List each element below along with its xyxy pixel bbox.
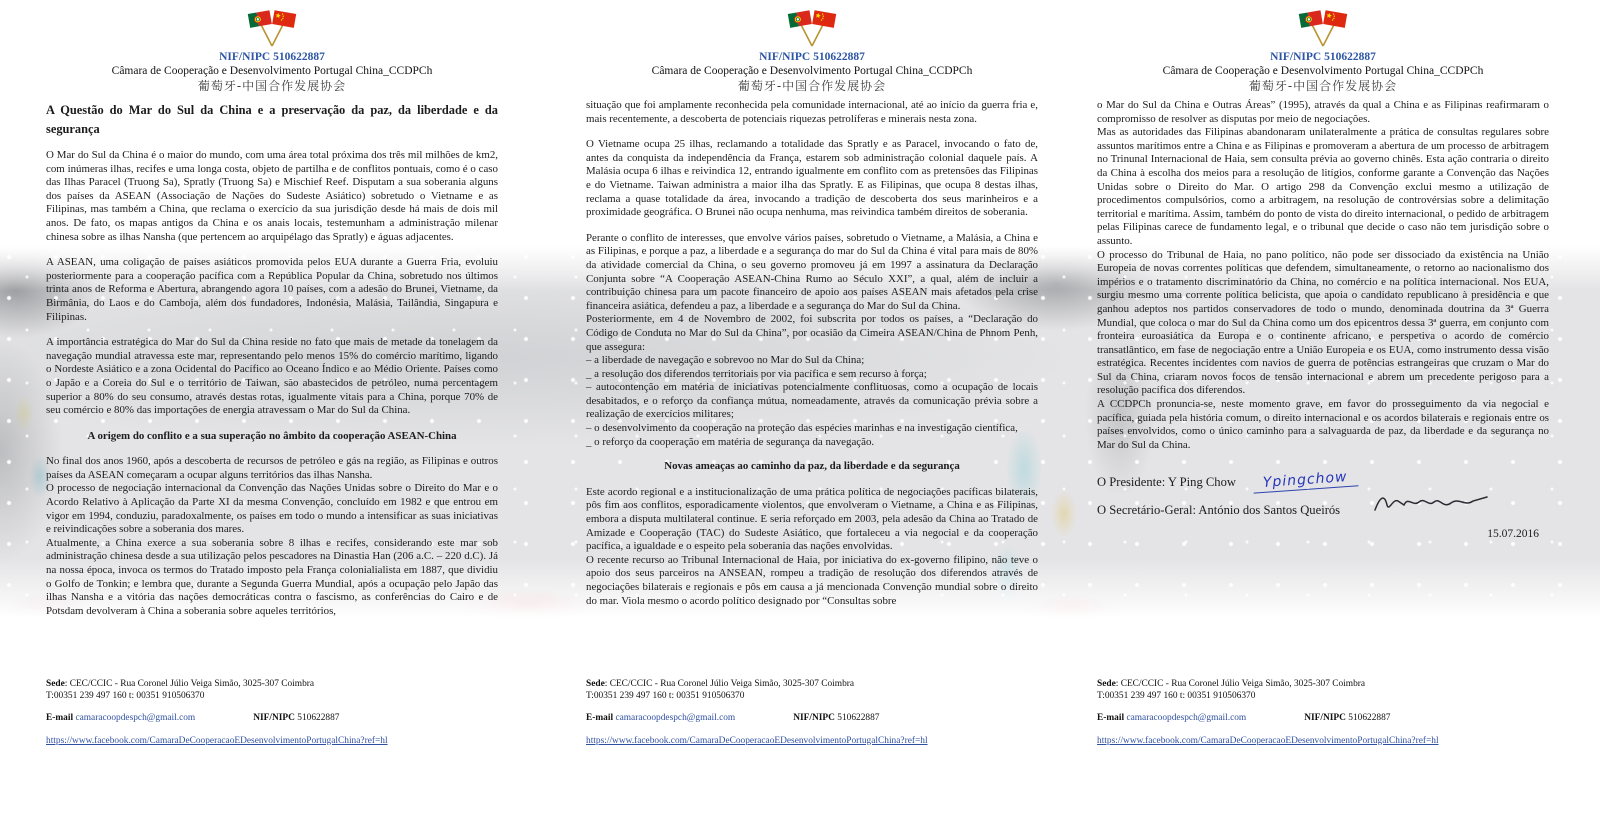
header-org-name-chinese: 葡萄牙-中国合作发展协会 — [737, 78, 887, 93]
footer-nif-label: NIF/NIPC — [253, 713, 295, 724]
footer-phones: T:00351 239 497 160 t: 00351 910506370 — [46, 690, 205, 701]
paragraph: O recente recurso ao Tribunal Internacional de Haia, por iniciativa do ex-governo filipino, não teve o apoio dos seus parceiros na ANSEAN, rompeu a tradição de resolução dos diferendos através de negociações bilaterais e regionais e pôs em causa a já mencionada Convenção mundial sobre o direito do mar. Viola mesmo o acordo político designado por “Consultas sobre — [586, 553, 1038, 607]
email-label: E-mail — [46, 713, 74, 724]
email-label: E-mail — [1097, 713, 1125, 724]
section-heading: Novas ameaças ao caminho da paz, da liberdade e da segurança — [664, 460, 960, 473]
facebook-link[interactable]: https://www.facebook.com/CamaraDeCooperacaoEDesenvolvimentoPortugalChina?ref=hl — [586, 735, 928, 746]
page-header — [1097, 0, 1549, 94]
nif-value: 510622887 — [1324, 51, 1376, 63]
header-nif — [586, 50, 1038, 64]
footer-email-line — [1097, 713, 1549, 725]
list-item: _ a resolução dos diferendos territoriais por via pacífica e sem recurso à força; — [586, 367, 927, 380]
list-item: – a liberdade de navegação e sobrevoo no Mar do Sul da China; — [586, 354, 865, 367]
footer-phones: T:00351 239 497 160 t: 00351 910506370 — [586, 690, 745, 701]
paragraph: Mas as autoridades das Filipinas abandonaram unilateralmente a prática de consultas regulares sobre assuntos marítimos entre a China e as Filipinas e promoveram a abertura de um processo de arbitragem no Trinunal Internacional de Haia, sem consulta prévia ao governo chinês. Esta ação contraria o direito da China à escolha dos meios para a resolução de litígios, conforme garante a Convenção das Nações Unidas sobre o Direito do Mar. O artigo 298 da Convenção exclui mesmo a utilização de procedimentos compulsórios, como a arbitragem, na resolução de controvérsias sobre a delimitação territorial e marítima. Assim, também do ponto de vista do direito internacional, o pedido de arbitragem pelas Filipinas carece de fundamento legal, e o tribunal que decide o caso não tem jurisdição sobre o assunto. — [1097, 126, 1549, 247]
header-nif — [46, 50, 498, 64]
footer-nif-value: 510622887 — [297, 713, 340, 724]
page-footer — [586, 679, 1038, 747]
list-item: – o desenvolvimento da cooperação na proteção das espécies marinhas e na investigação científica, — [586, 422, 1018, 435]
footer-phones: T:00351 239 497 160 t: 00351 910506370 — [1097, 690, 1256, 701]
paragraph: Perante o conflito de interesses, que envolve vários países, sobretudo o Vietname, a Malásia, a China e as Filipinas, e porque a paz, a liberdade e a segurança do mar do Sul da China é vital para mais de 80% da atividade comercial da China, o seu governo promoveu já em 1997 a assinatura da Declaração Conjunta sobre “A Cooperação ASEAN-China Rumo ao Século XXI”, a qual, além de incluir a contribuição chinesa para um pacote financeiro de apoio aos países ASEAN mais afetados pela crise financeira asiática, defendeu a paz, a liberdade e a segurança do Mar do Sul da China. — [586, 231, 1038, 312]
sede-label: Sede — [586, 679, 605, 689]
page-body — [586, 99, 1038, 608]
nif-label: NIF/NIPC — [759, 51, 811, 63]
document-date: 15.07.2016 — [1487, 527, 1539, 540]
paragraph: A importância estratégica do Mar do Sul da China reside no fato que mais de metade da tonelagem da navegação mundial atravessa este mar, representando pelo menos 15% do comércio marítimo, ligando o Nordeste Asiático e a zona Ocidental do Pacífico ao Oceano Índico e ao Médio Oriente. Países como o Japão e a Coreia do Sul e o território de Taiwan, são abastecidos de petróleo, numa percentagem superior a 80% do seu consumo, através destas rotas, igualmente vitais para a China, porque 70% de seu comércio e 80% das importações de energia atravessam o Mar do Sul da China. — [46, 336, 498, 417]
footer-facebook-line — [1097, 736, 1549, 748]
footer-facebook-line — [586, 736, 1038, 748]
paragraph: situação que foi amplamente reconhecida pela comunidade internacional, até ao início da guerra fria e, mais recentemente, a descoberta de potenciais riquezas petrolíferas e minerais nesta zona. — [586, 99, 1038, 125]
page-body — [1097, 99, 1549, 541]
nif-value: 510622887 — [273, 51, 325, 63]
footer-email-line — [586, 713, 1038, 725]
page-footer — [46, 679, 498, 747]
footer-nif-value: 510622887 — [837, 713, 880, 724]
paragraph: O Vietname ocupa 25 ilhas, reclamando a totalidade das Spratly e as Paracel, invocando o fato de, antes da conquista da independência da França, estarem sob administração colonial daquele país. A Malásia ocupa 6 ilhas e reivindica 12, entrando igualmente em conflito com as pretensões das Filipinas e do Vietname. Taiwan administra a maior ilha das Spratly. E as Filipinas, que ocupa 8 destas ilhas, reclama a quase totalidade da área, invocando a tradição de descoberta dos seus marinheiros e a proximidade geográfica. O Brunei não ocupa nenhuma, mas reivindica também direitos de soberania. — [586, 138, 1038, 219]
paragraph: Posteriormente, em 4 de Novembro de 2002, foi subscrita por todos os países, a “Declaração do Código de Conduta no Mar do Sul da China”, por ocasião da Cimeira ASEAN/China de Phnom Penh, que assegura: — [586, 313, 1038, 353]
paragraph: Atualmente, a China exerce a sua soberania sobre 8 ilhas e recifes, considerando este mar sob administração chinesa desde a sua utilização pelos pescadores na Dinastia Han (206 a.C. – 220 d.C). Já na nossa época, invoca os termos do Tratado imposto pela França colonialialista em 1887, que dividiu o Golfo de Tonkin; e lembra que, durante a Segunda Guerra Mundial, após a ocupação pelo Japão das ilhas Nansha e a vitória das nações democráticas contra o fascismo, as conferências do Cairo e de Potsdam devolveram à China a soberania sobre aqueles territórios, — [46, 536, 498, 617]
email-link[interactable]: camaracoopdespch@gmail.com — [75, 713, 196, 724]
page-header — [46, 0, 498, 94]
paragraph: O Mar do Sul da China é o maior do mundo, com uma área total próxima dos três mil milhões de km2, com inúmeras ilhas, recifes e uma longa costa, objeto de partilha e de conflitos pontuais, como é o caso das Ilhas Paracel (Truong Sa), Spratly (Truong Sa) e Mischief Reef. Disputam a sua soberania alguns dos países da ASEAN (Associação de Nações do Sudeste Asiático) sobretudo o Vietname e as Filipinas, mas também a China, que reclama o exercício da sua jurisdição desde há mais de dois mil anos. De fato, os mapas antigos da China e os anais locais, testemunham a administração milenar chinesa sobre as ilhas Nansha (que pertencem ao arquipélago das Spratly) e águas adjacentes. — [46, 149, 498, 243]
paragraph: No final dos anos 1960, após a descoberta de recursos de petróleo e gás na região, as Filipinas e outros países da ASEAN começaram a ocupar alguns territórios das ilhas Nansha. — [46, 455, 498, 481]
email-label: E-mail — [586, 713, 614, 724]
nif-value: 510622887 — [813, 51, 865, 63]
president-label: O Presidente: Y Ping Chow — [1097, 475, 1236, 490]
document-page-2 — [586, 0, 1038, 819]
footer-nif-value: 510622887 — [1348, 713, 1391, 724]
footer-address — [586, 679, 1038, 691]
portugal-china-crossed-flags-icon — [1297, 8, 1349, 48]
section-heading: A origem do conflito e a sua superação no âmbito da cooperação ASEAN-China — [87, 429, 457, 442]
secretary-label: O Secretário-Geral: António dos Santos Queirós — [1097, 503, 1341, 518]
portugal-china-crossed-flags-icon — [786, 8, 838, 48]
footer-address — [46, 679, 498, 691]
page-body — [46, 99, 498, 618]
secretary-sign-row — [1097, 504, 1549, 518]
header-org-name: Câmara de Cooperação e Desenvolvimento Portugal China_CCDPCh — [651, 65, 973, 78]
paragraph: O processo do Tribunal de Haia, no pano político, não pode ser dissociado da existência na União Europeia de novas correntes políticas que defendem, simultaneamente, o retorno ao nacionalismo dos impérios e o tratamento discriminatório da China, no comércio e na política internacional. Nos EUA, surgiu mesmo uma corrente política belicista, que apoia o candidato republicano à presidência e que ganhou adeptos nos partidos conservadores de todo o mundo, denominada doutrina da 3ª Guerra Mundial, que coloca o mar do Sul da China como um dos epicentros dessa 3ª guerra, em conjunto com fronteira euroasiática da Europa e o continente africano, e perspetiva o acordo de comércio transatlântico, em fase de negociação entre a União Europeia e os EUA, como instrumento dessa visão estratégica. Recentes incidentes com navios de guerra de potências estrangeiras que cruzam o Mar do Sul da China, criaram novos focos de tensão internacional e abrem um precedente perigoso para a resolução pacífica dos diferendos. — [1097, 248, 1549, 397]
page-header — [586, 0, 1038, 94]
email-link[interactable]: camaracoopdespch@gmail.com — [1126, 713, 1247, 724]
footer-nif-label: NIF/NIPC — [1304, 713, 1346, 724]
header-org-name: Câmara de Cooperação e Desenvolvimento Portugal China_CCDPCh — [1162, 65, 1484, 78]
facebook-link[interactable]: https://www.facebook.com/CamaraDeCooperacaoEDesenvolvimentoPortugalChina?ref=hl — [46, 735, 388, 746]
sede-label: Sede — [46, 679, 65, 689]
signature-block — [1097, 469, 1549, 541]
paragraph: O processo de negociação internacional da Convenção das Nações Unidas sobre o Direito do Mar e o Acordo Relativo à Aplicação da Parte XI da mesma Convenção, concluído em 1982 e que entrou em vigor em 1994, conduziu, paradoxalmente, os países em todo o mundo a intensificar as suas iniciativas e reivindicações sobre a soberania dos mares. — [46, 482, 498, 536]
list-item: _ o reforço da cooperação em matéria de segurança da navegação. — [586, 435, 875, 448]
nif-label: NIF/NIPC — [219, 51, 271, 63]
secretary-signature-scribble-icon — [1372, 490, 1492, 518]
footer-email-line — [46, 713, 498, 725]
header-org-name-chinese: 葡萄牙-中国合作发展协会 — [1248, 78, 1398, 93]
document-page-3 — [1097, 0, 1549, 819]
paragraph: Este acordo regional e a institucionalização de uma prática política de negociações pacíficas bilaterais, pôs fim aos conflitos, esporadicamente violentos, que envolveram o Vietname, a China e as Filipinas, embora a disputa multilateral continue. E seria reforçado em 2003, pela adesão da China ao Tratado de Amizade e Cooperação (TAC) do Sudeste Asiático, que fortaleceu a via negocial e da cooperação pacífica, a igualdade e o espeito pela soberania das nações envolvidas. — [586, 485, 1038, 553]
footer-nif-label: NIF/NIPC — [793, 713, 835, 724]
page-footer — [1097, 679, 1549, 747]
president-signature: Ypingchow — [1253, 471, 1359, 494]
sede-value: : CEC/CCIC - Rua Coronel Júlio Veiga Simão, 3025-307 Coimbra — [1115, 679, 1366, 689]
sede-value: : CEC/CCIC - Rua Coronel Júlio Veiga Simão, 3025-307 Coimbra — [604, 679, 855, 689]
footer-facebook-line — [46, 736, 498, 748]
paragraph: o Mar do Sul da China e Outras Áreas” (1995), através da qual a China e as Filipinas reafirmaram o compromisso de resolver as disputas por meio de negociações. — [1097, 99, 1549, 125]
document-title: A Questão do Mar do Sul da China e a preservação da paz, da liberdade e da segurança — [46, 103, 498, 136]
sede-value: : CEC/CCIC - Rua Coronel Júlio Veiga Simão, 3025-307 Coimbra — [64, 679, 315, 689]
nif-label: NIF/NIPC — [1270, 51, 1322, 63]
facebook-link[interactable]: https://www.facebook.com/CamaraDeCooperacaoEDesenvolvimentoPortugalChina?ref=hl — [1097, 735, 1439, 746]
portugal-china-crossed-flags-icon — [246, 8, 298, 48]
email-link[interactable]: camaracoopdespch@gmail.com — [615, 713, 736, 724]
header-nif — [1097, 50, 1549, 64]
list-item: – autocontenção em matéria de iniciativas potencialmente conflituosas, como a ocupação de locais desabitados, e o reforço da confiança mútua, nomeadamente, através da comunicação prévia sobre a realização de exercícios militares; — [586, 381, 1038, 421]
document-page-1 — [46, 0, 498, 819]
paragraph: A CCDPCh pronuncia-se, neste momento grave, em favor do prosseguimento da via negocial e pacífica, guiada pela história comum, o direito internacional e os acordos bilaterais e regionais entre os países envolvidos, como o único caminho para a salvaguarda de paz, da liberdade e da segurança no Mar do Sul da China. — [1097, 398, 1549, 451]
header-org-name: Câmara de Cooperação e Desenvolvimento Portugal China_CCDPCh — [111, 65, 433, 78]
header-org-name-chinese: 葡萄牙-中国合作发展协会 — [197, 78, 347, 93]
sede-label: Sede — [1097, 679, 1116, 689]
paragraph: A ASEAN, uma coligação de países asiáticos promovida pelos EUA durante a Guerra Fria, evoluiu posteriormente para a cooperação pacífica com a República Popular da China, sobretudo nos últimos trinta anos de Reforma e Abertura, abrangendo agora 10 países, com a adesão do Brunei, Vietname, da Birmânia, do Laos e do Camboja, além dos fundadores, Indonésia, Malásia, Tailândia, Singapura e Filipinas. — [46, 256, 498, 323]
footer-address — [1097, 679, 1549, 691]
